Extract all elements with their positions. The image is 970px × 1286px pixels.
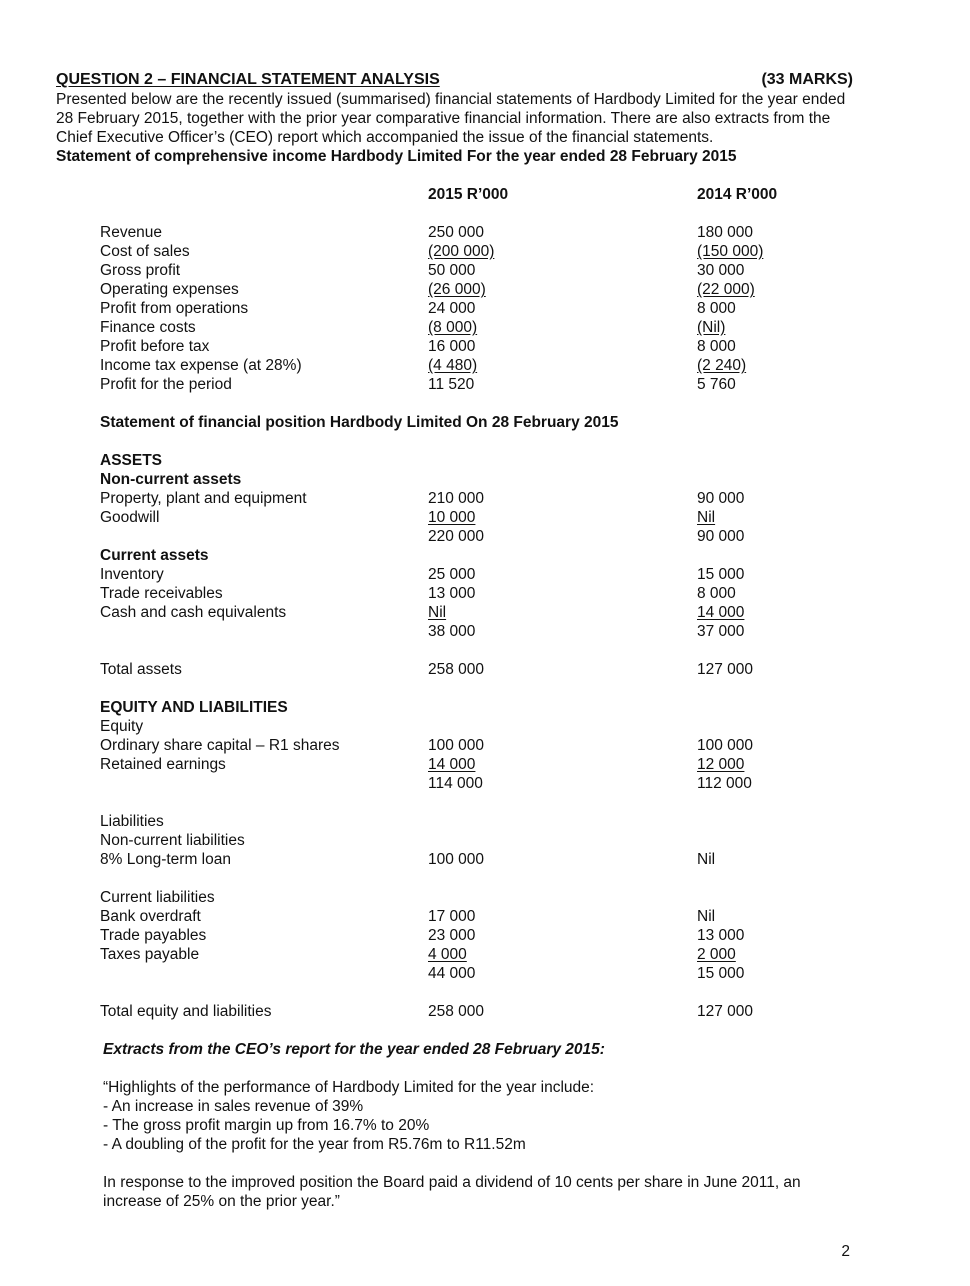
row-label: Profit from operations [100, 300, 249, 317]
assets-heading: ASSETS [100, 452, 163, 469]
value-2015: Nil [428, 604, 447, 621]
value-2015: 44 000 [428, 965, 476, 982]
table-row [0, 375, 970, 394]
value-2014: 90 000 [697, 528, 745, 545]
row-label: Trade payables [100, 927, 207, 944]
subtotal-row [0, 964, 970, 983]
subtotal-row [0, 622, 970, 641]
intro-line: Presented below are the recently issued (summarised) financial statements of Hardbody Limited for the year ended [56, 91, 846, 108]
row-label: Total assets [100, 661, 182, 678]
question-title: QUESTION 2 – FINANCIAL STATEMENT ANALYSIS [56, 71, 440, 88]
ceo-heading: Extracts from the CEO’s report for the year ended 28 February 2015: [103, 1041, 605, 1058]
value-2014: 37 000 [697, 623, 745, 640]
table-row [0, 299, 970, 318]
value-2014: (Nil) [697, 319, 726, 336]
value-2014: 127 000 [697, 1003, 754, 1020]
value-2015: 24 000 [428, 300, 476, 317]
value-2015: 258 000 [428, 661, 485, 678]
liabilities-label-row [0, 812, 970, 831]
ceo-line: increase of 25% on the prior year.” [103, 1193, 340, 1210]
total-equity-liabilities-row [0, 1002, 970, 1021]
equity-label: Equity [100, 718, 144, 735]
row-label: Cash and cash equivalents [100, 604, 287, 621]
liabilities-label: Liabilities [100, 813, 164, 830]
table-row [0, 565, 970, 584]
value-2014: 127 000 [697, 661, 754, 678]
value-2015: (4 480) [428, 357, 478, 374]
value-2015: 114 000 [428, 775, 483, 792]
table-row [0, 736, 970, 755]
row-label: Profit for the period [100, 376, 232, 393]
intro-line: 28 February 2015, together with the prior year comparative financial information. There are also extracts from the [56, 110, 831, 127]
value-2014: 180 000 [697, 224, 754, 241]
value-2014: 15 000 [697, 566, 745, 583]
current-liabilities-label: Current liabilities [100, 889, 215, 906]
value-2015: 16 000 [428, 338, 476, 355]
value-2014: (150 000) [697, 243, 764, 260]
current-assets-heading-row [0, 546, 970, 565]
table-row [0, 945, 970, 964]
page-number: 2 [841, 1243, 850, 1260]
total-assets-row [0, 660, 970, 679]
value-2015: 38 000 [428, 623, 476, 640]
value-2015: 17 000 [428, 908, 476, 925]
column-header-2014: 2014 R’000 [697, 186, 778, 203]
value-2015: 100 000 [428, 851, 485, 868]
table-row [0, 508, 970, 527]
column-headers [0, 185, 970, 204]
ceo-line: - A doubling of the profit for the year from R5.76m to R11.52m [103, 1136, 526, 1153]
value-2015: 258 000 [428, 1003, 485, 1020]
noncurrent-liabilities-label: Non-current liabilities [100, 832, 245, 849]
assets-heading-row [0, 451, 970, 470]
value-2015: 100 000 [428, 737, 485, 754]
row-label: Revenue [100, 224, 163, 241]
value-2015: 250 000 [428, 224, 485, 241]
row-label: Income tax expense (at 28%) [100, 357, 302, 374]
ceo-line: “Highlights of the performance of Hardbody Limited for the year include: [103, 1079, 595, 1096]
value-2014: 13 000 [697, 927, 745, 944]
row-label: Total equity and liabilities [100, 1003, 272, 1020]
value-2015: 220 000 [428, 528, 485, 545]
ncl-label-row [0, 831, 970, 850]
row-label: Trade receivables [100, 585, 223, 602]
value-2014: Nil [697, 509, 716, 526]
value-2015: 14 000 [428, 756, 476, 773]
table-row [0, 489, 970, 508]
noncurrent-assets-heading-row [0, 470, 970, 489]
row-label: Bank overdraft [100, 908, 201, 925]
value-2014: Nil [697, 851, 716, 868]
ceo-line: - The gross profit margin up from 16.7% to 20% [103, 1117, 430, 1134]
value-2014: (22 000) [697, 281, 755, 298]
value-2014: 8 000 [697, 300, 736, 317]
intro-paragraph [56, 90, 916, 166]
subtotal-row [0, 774, 970, 793]
table-row [0, 280, 970, 299]
table-row [0, 603, 970, 622]
equity-liabilities-heading-row [0, 698, 970, 717]
value-2014: (2 240) [697, 357, 747, 374]
ceo-line: - An increase in sales revenue of 39% [103, 1098, 364, 1115]
value-2015: (200 000) [428, 243, 495, 260]
row-label: Retained earnings [100, 756, 226, 773]
row-label: Inventory [100, 566, 164, 583]
value-2014: 30 000 [697, 262, 745, 279]
value-2014: 112 000 [697, 775, 752, 792]
value-2014: 100 000 [697, 737, 754, 754]
row-label: Profit before tax [100, 338, 210, 355]
value-2014: 90 000 [697, 490, 745, 507]
value-2014: 8 000 [697, 585, 736, 602]
value-2015: 10 000 [428, 509, 476, 526]
value-2015: (26 000) [428, 281, 486, 298]
row-label: Ordinary share capital – R1 shares [100, 737, 340, 754]
noncurrent-assets-heading: Non-current assets [100, 471, 242, 488]
row-label: 8% Long-term loan [100, 851, 231, 868]
row-label: Finance costs [100, 319, 196, 336]
cl-label-row [0, 888, 970, 907]
ceo-line: In response to the improved position the Board paid a dividend of 10 cents per share in June 2011, an [103, 1174, 801, 1191]
sci-title: Statement of comprehensive income Hardbody Limited For the year ended 28 February 2015 [56, 148, 737, 165]
table-row [0, 584, 970, 603]
value-2015: 13 000 [428, 585, 476, 602]
sfp-title-row [0, 413, 970, 432]
table-row [0, 318, 970, 337]
table-row [0, 850, 970, 869]
sfp-title: Statement of financial position Hardbody Limited On 28 February 2015 [100, 414, 619, 431]
value-2015: 210 000 [428, 490, 485, 507]
row-label: Property, plant and equipment [100, 490, 307, 507]
value-2014: 12 000 [697, 756, 745, 773]
subtotal-row [0, 527, 970, 546]
table-row [0, 907, 970, 926]
table-row [0, 223, 970, 242]
equity-liabilities-heading: EQUITY AND LIABILITIES [100, 699, 288, 716]
row-label: Operating expenses [100, 281, 239, 298]
value-2015: 23 000 [428, 927, 476, 944]
value-2015: (8 000) [428, 319, 478, 336]
value-2014: 8 000 [697, 338, 736, 355]
value-2014: 2 000 [697, 946, 736, 963]
row-label: Goodwill [100, 509, 160, 526]
table-row [0, 242, 970, 261]
column-header-2015: 2015 R’000 [428, 186, 509, 203]
row-label: Gross profit [100, 262, 181, 279]
value-2014: 5 760 [697, 376, 736, 393]
row-label: Cost of sales [100, 243, 190, 260]
table-row [0, 337, 970, 356]
table-row [0, 926, 970, 945]
intro-line: Chief Executive Officer’s (CEO) report which accompanied the issue of the financial statements. [56, 129, 714, 146]
value-2015: 4 000 [428, 946, 467, 963]
table-row [0, 261, 970, 280]
value-2014: 14 000 [697, 604, 745, 621]
value-2015: 25 000 [428, 566, 476, 583]
question-marks: (33 MARKS) [761, 71, 853, 88]
value-2015: 50 000 [428, 262, 476, 279]
value-2015: 11 520 [428, 376, 475, 393]
row-label: Taxes payable [100, 946, 200, 963]
value-2014: 15 000 [697, 965, 745, 982]
equity-label-row [0, 717, 970, 736]
table-row [0, 356, 970, 375]
current-assets-heading: Current assets [100, 547, 209, 564]
table-row [0, 755, 970, 774]
value-2014: Nil [697, 908, 716, 925]
